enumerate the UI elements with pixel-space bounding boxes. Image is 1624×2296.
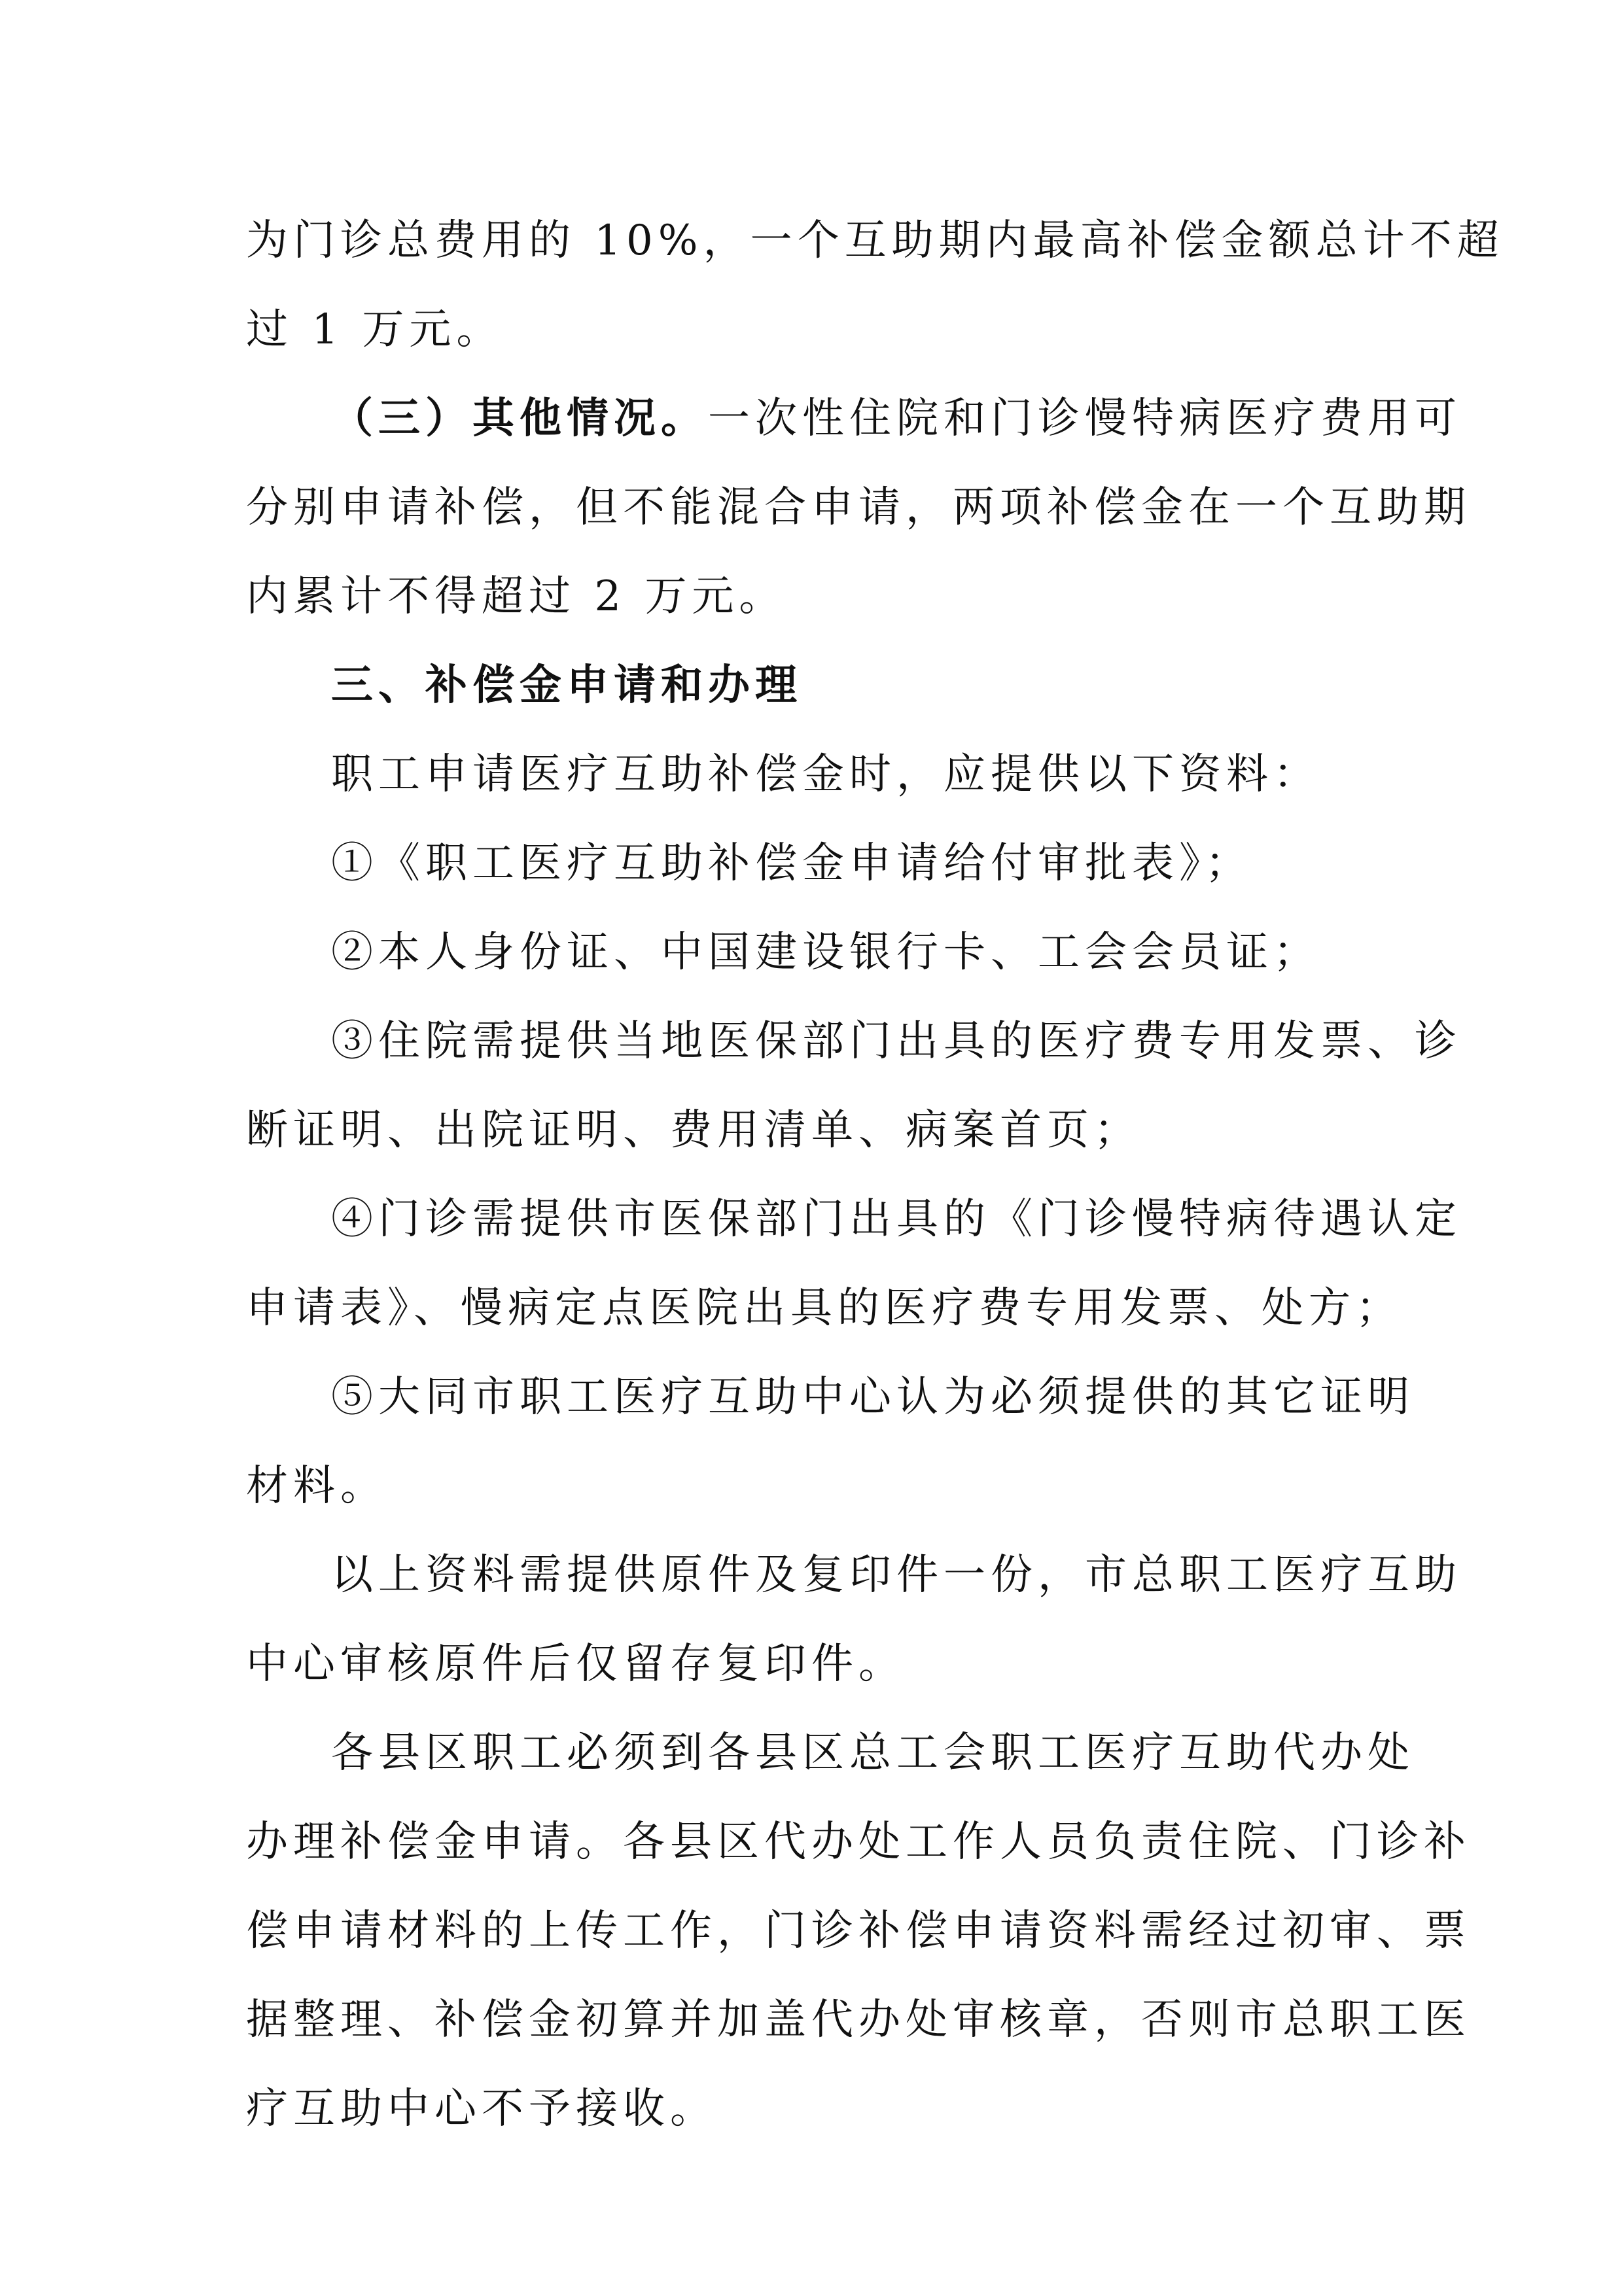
- list-item-continuation: 申请表》、慢病定点医院出具的医疗费专用发票、处方；: [246, 1284, 1403, 1332]
- document-body: [246, 196, 1504, 2153]
- paragraph-line: 中心审核原件后仅留存复印件。: [246, 1640, 906, 1688]
- list-item-continuation: 材料。: [246, 1462, 387, 1510]
- paragraph-line: 据整理、补偿金初算并加盖代办处审核章，否则市总职工医: [246, 1996, 1471, 2044]
- paragraph-line: 分别申请补偿，但不能混合申请，两项补偿金在一个互助期: [246, 483, 1471, 532]
- paragraph-line: [246, 374, 1462, 463]
- paragraph-line: 过 1 万元。: [246, 305, 504, 354]
- paragraph-line: 办理补偿金申请。各县区代办处工作人员负责住院、门诊补: [246, 1818, 1471, 1866]
- paragraph-line: 以上资料需提供原件及复印件一份，市总职工医疗互助: [331, 1551, 1462, 1599]
- subsection-heading: （三）其他情况。: [331, 394, 708, 443]
- list-item: ②本人身份证、中国建设银行卡、工会会员证；: [331, 928, 1320, 977]
- paragraph-text: 一次性住院和门诊慢特病医疗费用可: [708, 394, 1462, 443]
- paragraph-line: 各县区职工必须到各县区总工会职工医疗互助代办处: [331, 1729, 1415, 1777]
- paragraph-line: 疗互助中心不予接收。: [246, 2085, 717, 2133]
- list-item: ⑤大同市职工医疗互助中心认为必须提供的其它证明: [331, 1373, 1415, 1421]
- paragraph-line: 偿申请材料的上传工作，门诊补偿申请资料需经过初审、票: [246, 1907, 1471, 1955]
- paragraph-line: 内累计不得超过 2 万元。: [246, 572, 786, 621]
- paragraph-line: 为门诊总费用的 10%，一个互助期内最高补偿金额总计不超: [246, 217, 1504, 265]
- section-heading: 三、补偿金申请和办理: [331, 661, 802, 710]
- list-item: ④门诊需提供市医保部门出具的《门诊慢特病待遇认定: [331, 1195, 1462, 1244]
- list-item-continuation: 断证明、出院证明、费用清单、病案首页；: [246, 1106, 1141, 1155]
- list-item: ①《职工医疗互助补偿金申请给付审批表》；: [331, 839, 1252, 888]
- paragraph-line: 职工申请医疗互助补偿金时，应提供以下资料：: [331, 750, 1320, 799]
- list-item: ③住院需提供当地医保部门出具的医疗费专用发票、诊: [331, 1017, 1462, 1066]
